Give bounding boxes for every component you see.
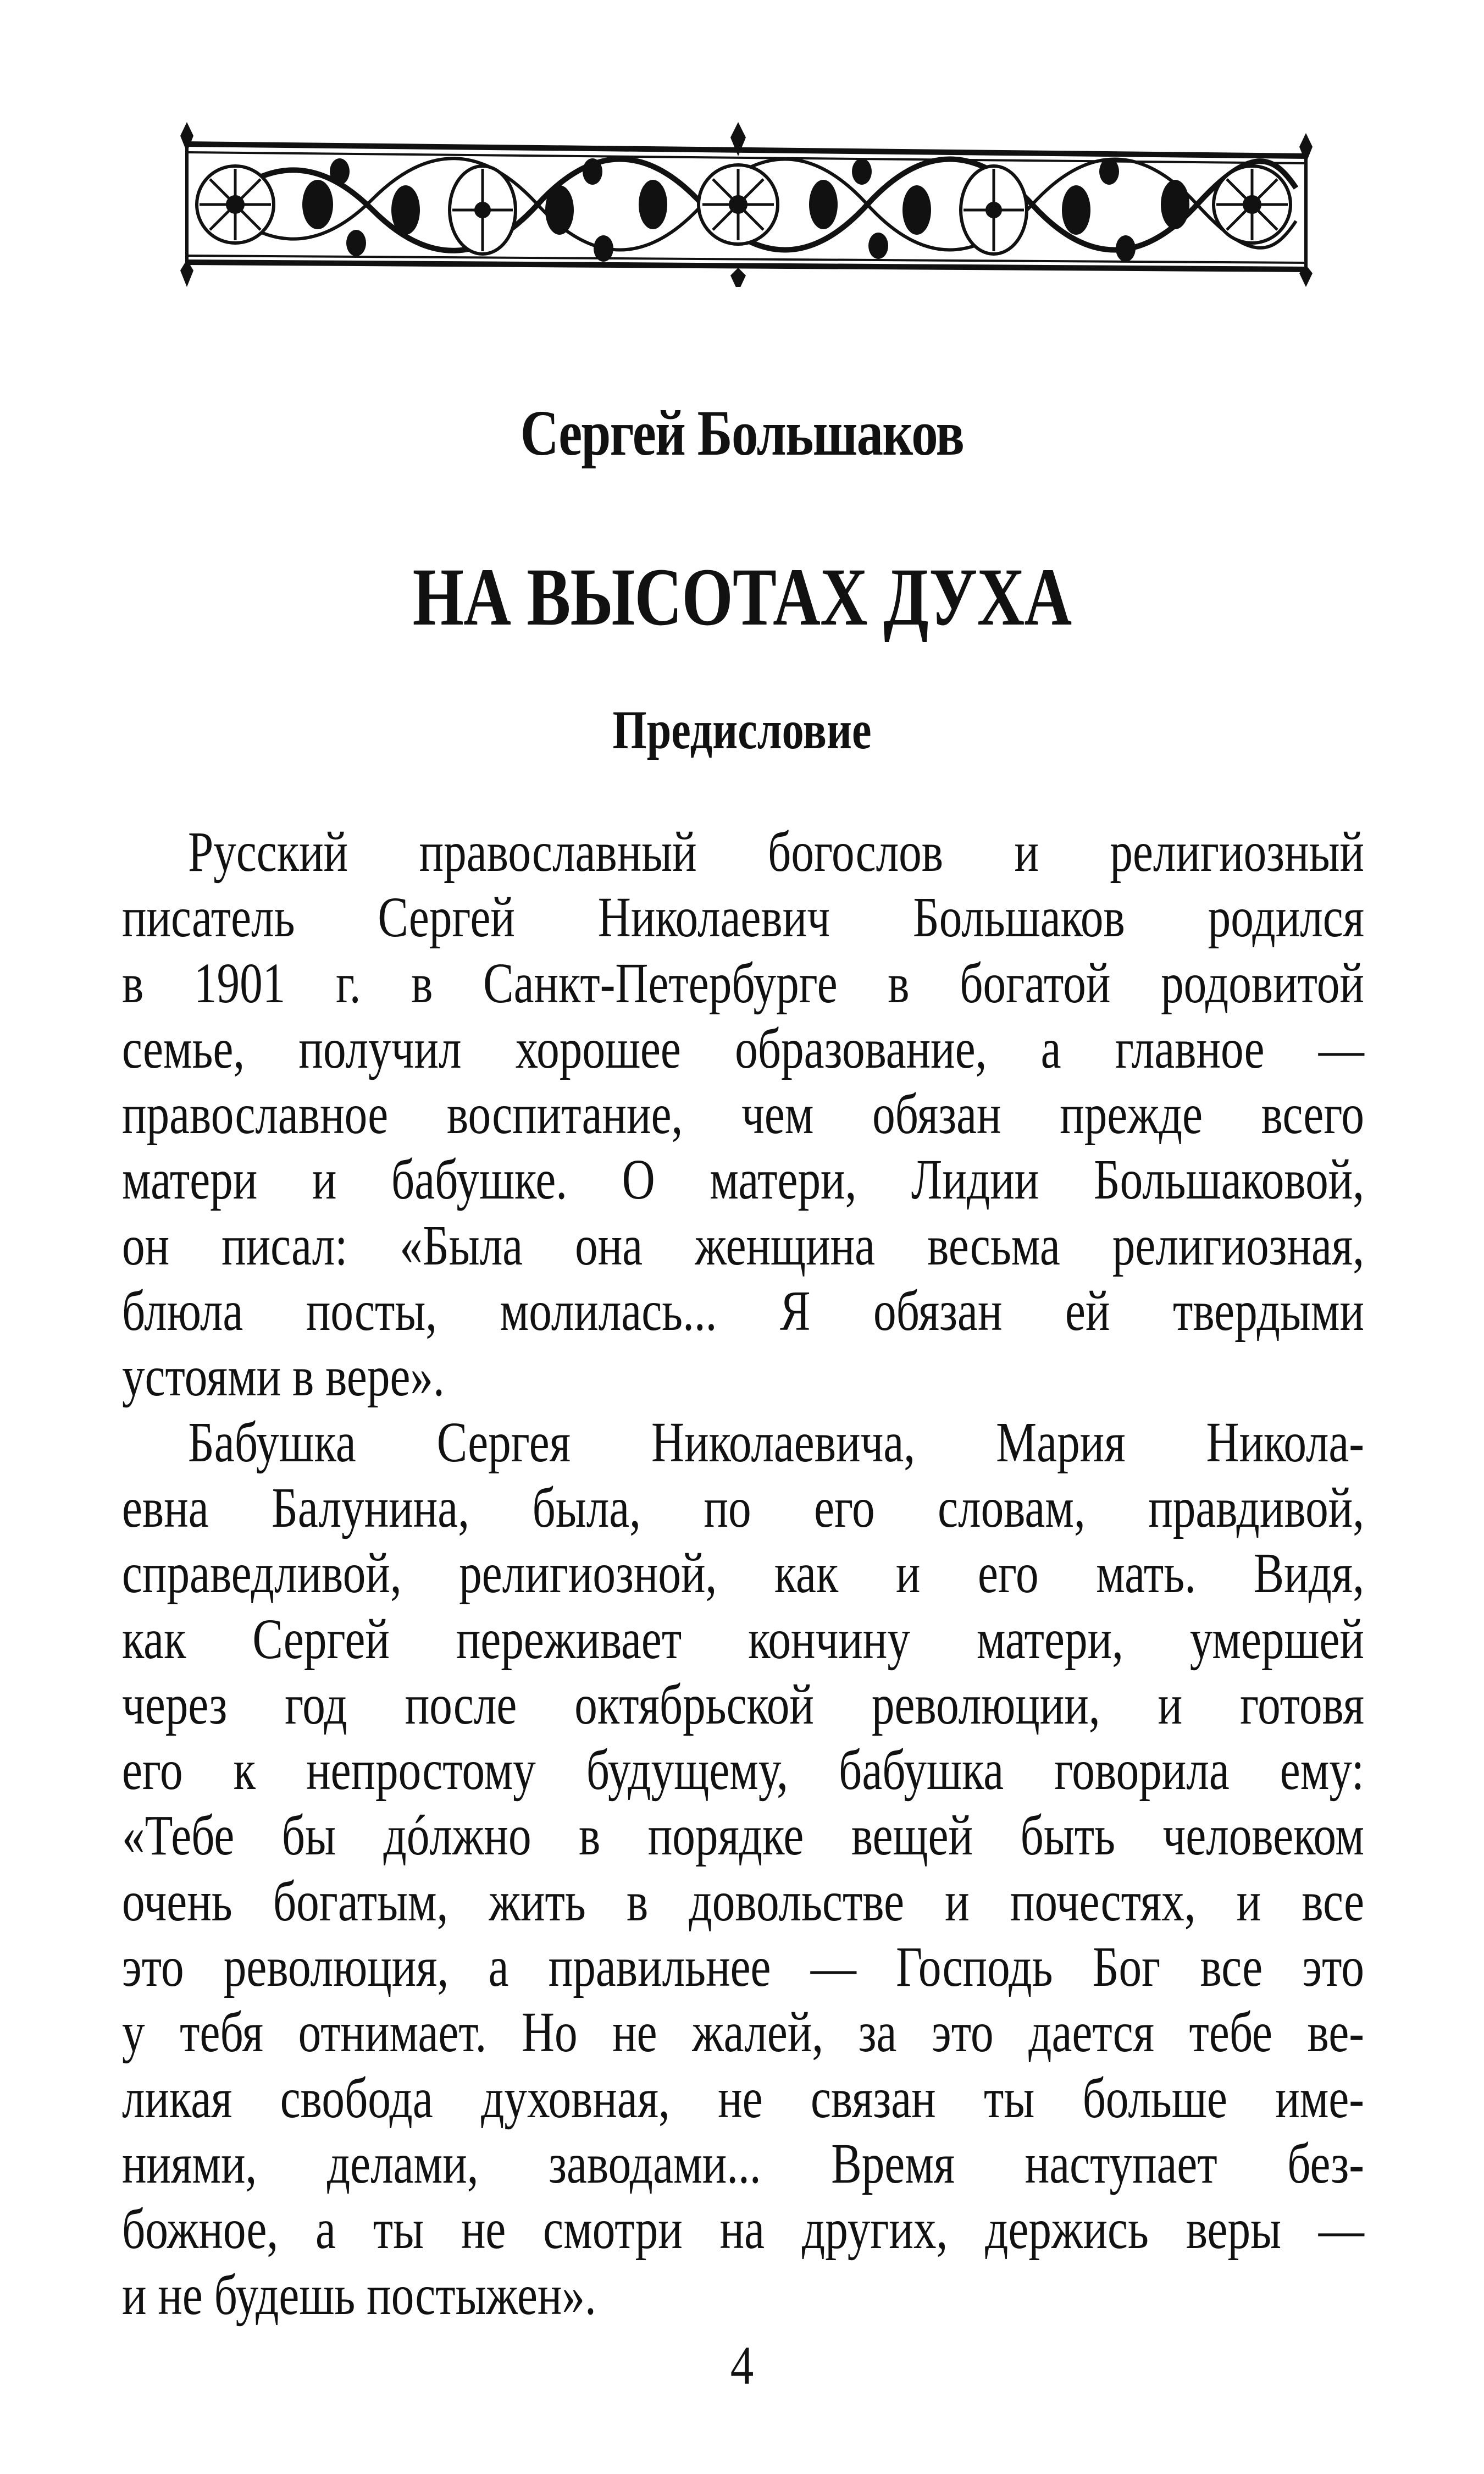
text-line: устоями в вере».: [122, 1345, 445, 1409]
text-line: ниями, делами, заводами... Время наступает без-: [122, 2131, 1364, 2195]
text-line: через год после октябрьской революции, и готовя: [122, 1672, 1364, 1736]
text-line: писатель Сергей Николаевич Большаков родился: [122, 886, 1364, 949]
text-line: матери и бабушке. О матери, Лидии Большаковой,: [122, 1148, 1364, 1212]
corner-fleuron: [180, 122, 193, 152]
ornament-drawing: [175, 122, 1318, 287]
text-line: ликая свобода духовная, не связан ты больше име-: [122, 2066, 1364, 2130]
text-line: и не будешь постыжен».: [122, 2263, 596, 2327]
text-line: божное, а ты не смотри на других, держись веры —: [122, 2197, 1364, 2261]
text-line: Русский православный богослов и религиозный: [188, 820, 1364, 883]
text-line: православное воспитание, чем обязан прежде всего: [122, 1083, 1364, 1146]
author-name: Сергей Большаков: [520, 397, 964, 469]
body-text: [122, 819, 1364, 2328]
section-heading: Предисловие: [612, 699, 872, 760]
text-line: Бабушка Сергея Николаевича, Мария Никола-: [188, 1410, 1364, 1474]
text-line: у тебя отнимает. Но не жалей, за это дается тебе ве-: [122, 2001, 1364, 2064]
text-line: «Тебе бы дóлжно в порядке вещей быть человеком: [122, 1804, 1364, 1868]
text-line: его к непростому будущему, бабушка говорила ему:: [122, 1738, 1364, 1802]
text-line: как Сергей переживает кончину матери, умершей: [122, 1607, 1364, 1671]
rosette: [197, 166, 274, 243]
page-number: 4: [730, 2335, 754, 2396]
paragraph-1: [122, 819, 1364, 1410]
floral-ornament-band-icon: [175, 122, 1318, 287]
paragraph-2: [122, 1410, 1364, 2328]
text-line: очень богатым, жить в довольстве и почестях, и все: [122, 1869, 1364, 1933]
text-line: в 1901 г. в Санкт-Петербурге в богатой родовитой: [122, 951, 1364, 1015]
text-line: семье, получил хорошее образование, а главное —: [122, 1017, 1364, 1080]
text-line: евна Балунина, была, по его словам, правдивой,: [122, 1476, 1364, 1539]
text-line: он писал: «Была она женщина весьма религиозная,: [122, 1213, 1364, 1277]
text-line: справедливой, религиозной, как и его мать. Видя,: [122, 1542, 1364, 1605]
ornament-bottom-rail: [186, 262, 1307, 269]
text-line: это революция, а правильнее — Господь Бог все это: [122, 1935, 1364, 1999]
book-title: НА ВЫСОТАХ ДУХА: [412, 551, 1072, 643]
text-line: блюла посты, молилась... Я обязан ей твердыми: [122, 1279, 1364, 1343]
